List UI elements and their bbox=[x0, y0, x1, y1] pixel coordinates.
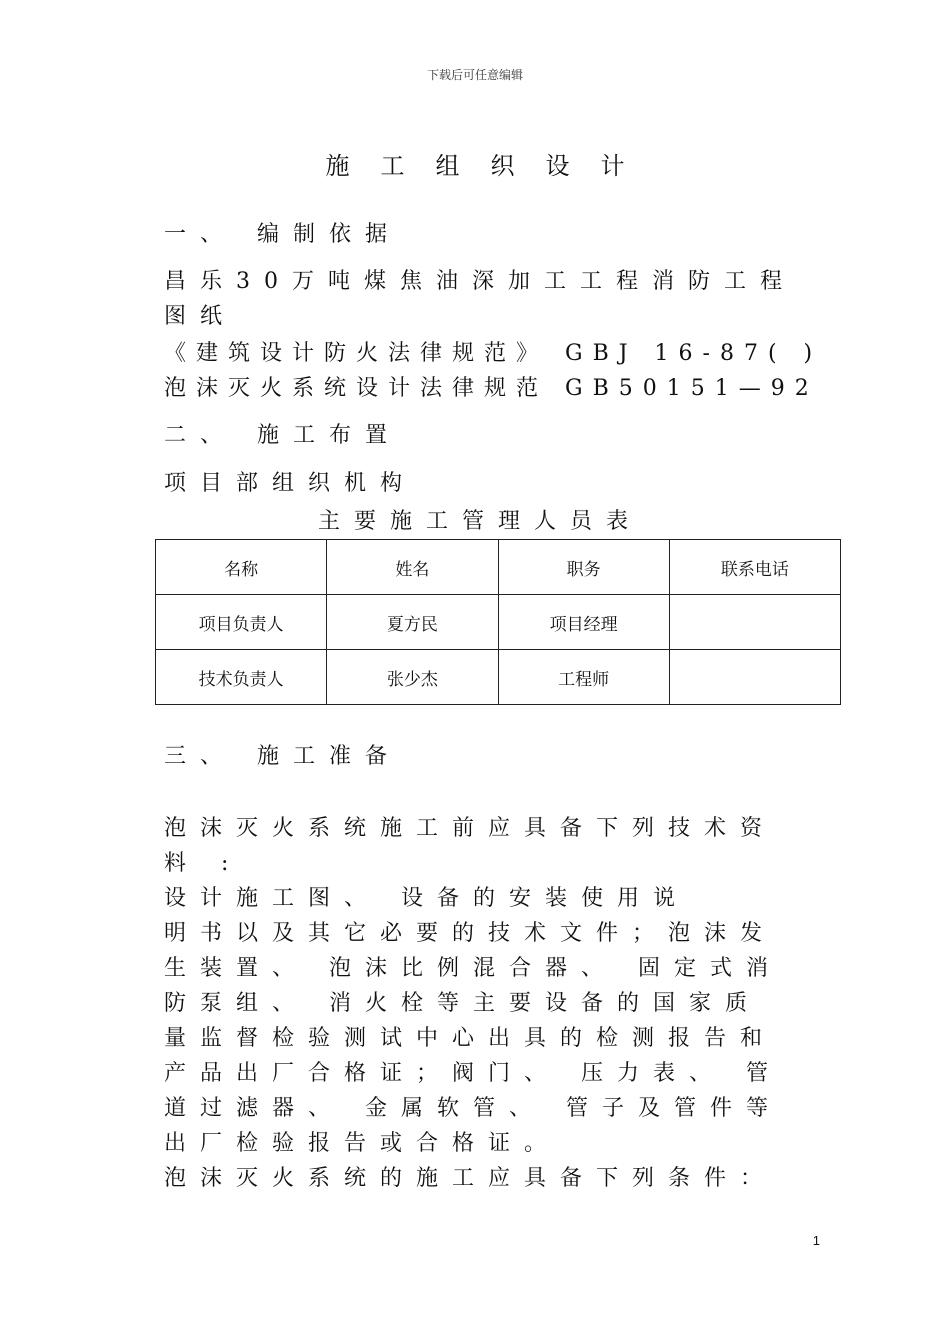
basis-line-1: 昌乐30万吨煤焦油深加工工程消防工程 bbox=[164, 269, 796, 294]
prep-line: 道过滤器、 金属软管、 管子及管件等 bbox=[164, 1096, 782, 1121]
table-row bbox=[156, 650, 841, 705]
table-cell bbox=[669, 650, 840, 705]
section-1-heading: 一、 编制依据 bbox=[164, 222, 401, 247]
prep-line: 料 : bbox=[164, 851, 243, 876]
staff-table-caption: 主要施工管理人员表 bbox=[318, 509, 643, 534]
table-cell: 夏方民 bbox=[327, 595, 498, 650]
prep-line: 产品出厂合格证；阀门、 压力表、 管 bbox=[164, 1061, 782, 1086]
prep-line: 明书以及其它必要的技术文件；泡沫发 bbox=[164, 921, 777, 946]
table-cell: 技术负责人 bbox=[156, 650, 327, 705]
table-cell: 工程师 bbox=[498, 650, 669, 705]
table-cell: 项目经理 bbox=[498, 595, 669, 650]
staff-table bbox=[155, 539, 841, 705]
org-structure-subheading: 项目部组织机构 bbox=[164, 471, 417, 496]
basis-line-2: 图纸 bbox=[164, 304, 237, 329]
header-cell-position: 职务 bbox=[498, 540, 669, 595]
table-cell bbox=[669, 595, 840, 650]
section-3-heading: 三、 施工准备 bbox=[164, 744, 401, 769]
page-number: 1 bbox=[812, 1233, 820, 1248]
basis-line-4: 泡沫灭火系统设计法律规范 GB50151—92 bbox=[164, 376, 819, 401]
prep-line: 泡沫灭火系统的施工应具备下列条件： bbox=[164, 1166, 777, 1191]
prep-line: 泡沫灭火系统施工前应具备下列技术资 bbox=[164, 816, 777, 841]
table-row bbox=[156, 595, 841, 650]
prep-line: 量监督检验测试中心出具的检测报告和 bbox=[164, 1026, 777, 1051]
prep-line: 防泵组、 消火栓等主要设备的国家质 bbox=[164, 991, 761, 1016]
header-cell-phone: 联系电话 bbox=[669, 540, 840, 595]
prep-line: 生装置、 泡沫比例混合器、 固定式消 bbox=[164, 956, 782, 981]
header-note: 下载后可任意编辑 bbox=[426, 68, 523, 82]
table-cell: 张少杰 bbox=[327, 650, 498, 705]
basis-line-3: 《建筑设计防火法律规范》 GBJ 16-87( ) bbox=[164, 341, 823, 366]
header-cell-person: 姓名 bbox=[327, 540, 498, 595]
prep-line: 设计施工图、 设备的安装使用说 bbox=[164, 886, 689, 911]
table-cell: 项目负责人 bbox=[156, 595, 327, 650]
header-cell-name: 名称 bbox=[156, 540, 327, 595]
prep-line: 出厂检验报告或合格证。 bbox=[164, 1131, 561, 1156]
table-header-row bbox=[156, 540, 841, 595]
section-2-heading: 二、 施工布置 bbox=[164, 423, 401, 448]
document-title: 施工组织设计 bbox=[325, 152, 656, 180]
